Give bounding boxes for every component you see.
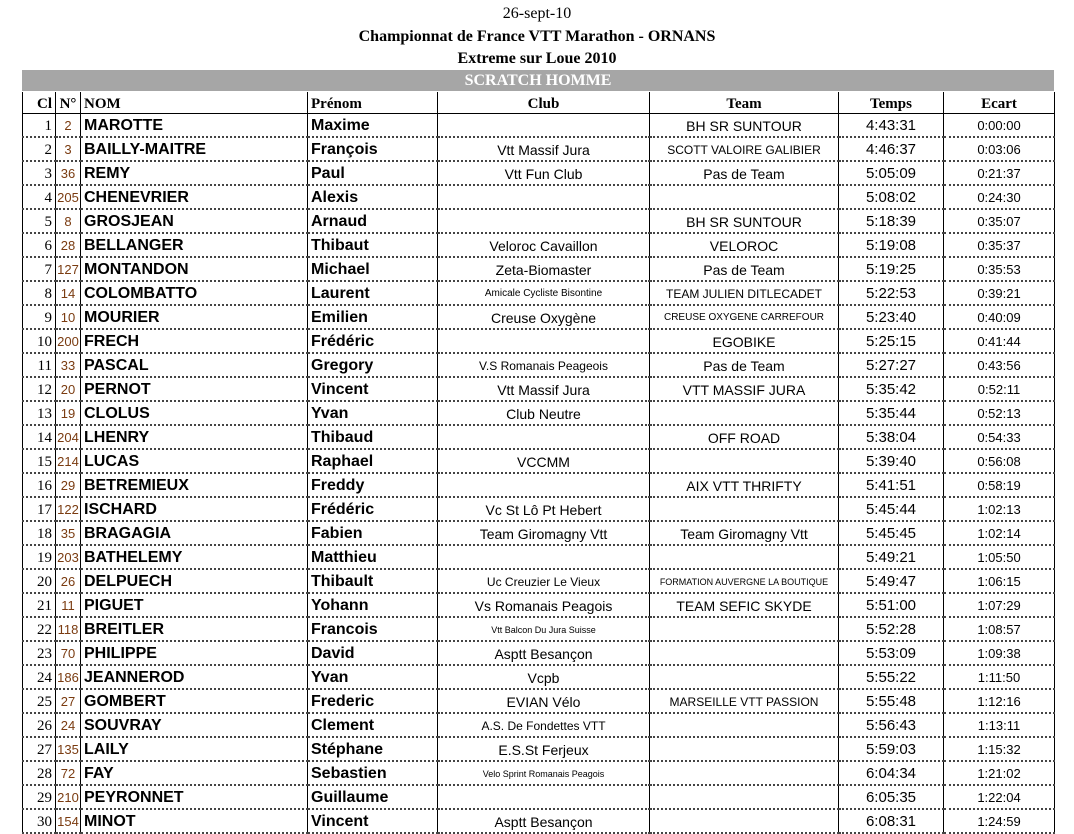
bib-cell: 29 [56,473,81,497]
lastname-cell: PEYRONNET [81,785,308,809]
table-row [23,617,1055,641]
table-row [23,114,1055,138]
bib-cell: 3 [56,137,81,161]
table-row [23,641,1055,665]
team-cell [650,809,839,833]
gap-cell: 1:09:38 [944,641,1055,665]
time-cell: 5:22:53 [839,281,944,305]
rank-cell: 26 [23,713,56,737]
team-cell [650,545,839,569]
firstname-cell: Michael [308,257,438,281]
gap-cell: 1:02:13 [944,497,1055,521]
lastname-cell: SOUVRAY [81,713,308,737]
bib-cell: 135 [56,737,81,761]
rank-cell: 4 [23,185,56,209]
team-cell: EGOBIKE [650,329,839,353]
bib-cell: 200 [56,329,81,353]
bib-cell: 19 [56,401,81,425]
lastname-cell: CLOLUS [81,401,308,425]
gap-cell: 1:07:29 [944,593,1055,617]
time-cell: 5:41:51 [839,473,944,497]
bib-cell: 204 [56,425,81,449]
time-cell: 5:55:48 [839,689,944,713]
firstname-cell: Sebastien [308,761,438,785]
lastname-cell: DELPUECH [81,569,308,593]
team-cell: Team Giromagny Vtt [650,521,839,545]
firstname-cell: David [308,641,438,665]
table-row [23,425,1055,449]
team-cell: Pas de Team [650,161,839,185]
table-row [23,353,1055,377]
result-date: 26-sept-10 [502,5,572,22]
time-cell: 5:39:40 [839,449,944,473]
bib-cell: 205 [56,185,81,209]
firstname-cell: Stéphane [308,737,438,761]
firstname-cell: Raphael [308,449,438,473]
team-cell: VTT MASSIF JURA [650,377,839,401]
time-cell: 6:04:34 [839,761,944,785]
table-row [23,449,1055,473]
rank-cell: 29 [23,785,56,809]
table-row [23,401,1055,425]
rank-cell: 19 [23,545,56,569]
column-header-rank: Cl [23,92,56,114]
firstname-cell: Matthieu [308,545,438,569]
gap-cell: 1:05:50 [944,545,1055,569]
time-cell: 5:51:00 [839,593,944,617]
firstname-cell: Arnaud [308,209,438,233]
rank-cell: 3 [23,161,56,185]
gap-cell: 0:41:44 [944,329,1055,353]
time-cell: 5:35:42 [839,377,944,401]
time-cell: 5:08:02 [839,185,944,209]
time-cell: 5:25:15 [839,329,944,353]
rank-cell: 27 [23,737,56,761]
team-cell [650,785,839,809]
rank-cell: 15 [23,449,56,473]
team-cell [650,761,839,785]
club-cell: Creuse Oxygène [438,305,650,329]
table-row [23,137,1055,161]
team-cell: CREUSE OXYGENE CARREFOUR [650,305,839,329]
rank-cell: 6 [23,233,56,257]
rank-cell: 1 [23,114,56,138]
gap-cell: 0:56:08 [944,449,1055,473]
table-row [23,329,1055,353]
rank-cell: 7 [23,257,56,281]
table-row [23,377,1055,401]
team-cell [650,449,839,473]
gap-cell: 1:15:32 [944,737,1055,761]
rank-cell: 28 [23,761,56,785]
gap-cell: 0:43:56 [944,353,1055,377]
gap-cell: 0:54:33 [944,425,1055,449]
table-row [23,281,1055,305]
bib-cell: 35 [56,521,81,545]
table-row [23,545,1055,569]
gap-cell: 1:02:14 [944,521,1055,545]
team-cell: BH SR SUNTOUR [650,209,839,233]
rank-cell: 2 [23,137,56,161]
column-header-gap: Ecart [944,92,1055,114]
club-cell [438,425,650,449]
bib-cell: 70 [56,641,81,665]
firstname-cell: Freddy [308,473,438,497]
lastname-cell: BAILLY-MAITRE [81,137,308,161]
time-cell: 5:18:39 [839,209,944,233]
rank-cell: 22 [23,617,56,641]
lastname-cell: MONTANDON [81,257,308,281]
team-cell: AIX VTT THRIFTY [650,473,839,497]
time-cell: 5:23:40 [839,305,944,329]
time-cell: 5:49:47 [839,569,944,593]
lastname-cell: PASCAL [81,353,308,377]
firstname-cell: Vincent [308,377,438,401]
club-cell: Velo Sprint Romanais Peagois [438,761,650,785]
firstname-cell: Alexis [308,185,438,209]
club-cell: Vcpb [438,665,650,689]
table-row [23,497,1055,521]
team-cell: TEAM SEFIC SKYDE [650,593,839,617]
column-header-bib: N° [56,92,81,114]
gap-cell: 0:03:06 [944,137,1055,161]
gap-cell: 1:06:15 [944,569,1055,593]
lastname-cell: BELLANGER [81,233,308,257]
table-row [23,305,1055,329]
team-cell: SCOTT VALOIRE GALIBIER [650,137,839,161]
club-cell [438,785,650,809]
column-header-club: Club [438,92,650,114]
gap-cell: 1:08:57 [944,617,1055,641]
gap-cell: 0:35:07 [944,209,1055,233]
club-cell: Vtt Massif Jura [438,377,650,401]
time-cell: 4:43:31 [839,114,944,138]
table-row [23,761,1055,785]
column-header-firstname: Prénom [308,92,438,114]
bib-cell: 8 [56,209,81,233]
table-row [23,233,1055,257]
club-cell: Vtt Balcon Du Jura Suisse [438,617,650,641]
lastname-cell: BETREMIEUX [81,473,308,497]
club-cell: Vtt Fun Club [438,161,650,185]
lastname-cell: BREITLER [81,617,308,641]
rank-cell: 23 [23,641,56,665]
table-row [23,521,1055,545]
team-cell [650,641,839,665]
bib-cell: 127 [56,257,81,281]
lastname-cell: COLOMBATTO [81,281,308,305]
firstname-cell: Frédéric [308,329,438,353]
lastname-cell: LUCAS [81,449,308,473]
lastname-cell: LAILY [81,737,308,761]
bib-cell: 11 [56,593,81,617]
bib-cell: 20 [56,377,81,401]
bib-cell: 10 [56,305,81,329]
firstname-cell: Frederic [308,689,438,713]
gap-cell: 0:00:00 [944,114,1055,138]
club-cell: Team Giromagny Vtt [438,521,650,545]
lastname-cell: ISCHARD [81,497,308,521]
rank-cell: 25 [23,689,56,713]
bib-cell: 118 [56,617,81,641]
column-header-team: Team [650,92,839,114]
team-cell: Pas de Team [650,257,839,281]
time-cell: 5:45:44 [839,497,944,521]
firstname-cell: Guillaume [308,785,438,809]
club-cell [438,209,650,233]
table-row [23,785,1055,809]
gap-cell: 1:22:04 [944,785,1055,809]
team-cell: TEAM JULIEN DITLECADET [650,281,839,305]
lastname-cell: MOURIER [81,305,308,329]
lastname-cell: BRAGAGIA [81,521,308,545]
lastname-cell: REMY [81,161,308,185]
club-cell: Vs Romanais Peagois [438,593,650,617]
rank-cell: 24 [23,665,56,689]
table-row [23,713,1055,737]
gap-cell: 0:52:13 [944,401,1055,425]
time-cell: 4:46:37 [839,137,944,161]
lastname-cell: PIGUET [81,593,308,617]
table-row [23,569,1055,593]
lastname-cell: PHILIPPE [81,641,308,665]
bib-cell: 210 [56,785,81,809]
club-cell: E.S.St Ferjeux [438,737,650,761]
team-cell: Pas de Team [650,353,839,377]
club-cell: A.S. De Fondettes VTT [438,713,650,737]
firstname-cell: Gregory [308,353,438,377]
lastname-cell: PERNOT [81,377,308,401]
rank-cell: 14 [23,425,56,449]
club-cell: VCCMM [438,449,650,473]
lastname-cell: GOMBERT [81,689,308,713]
bib-cell: 36 [56,161,81,185]
firstname-cell: Vincent [308,809,438,833]
table-row [23,209,1055,233]
table-row [23,737,1055,761]
lastname-cell: FAY [81,761,308,785]
bib-cell: 33 [56,353,81,377]
rank-cell: 13 [23,401,56,425]
gap-cell: 0:40:09 [944,305,1055,329]
time-cell: 5:45:45 [839,521,944,545]
rank-cell: 12 [23,377,56,401]
team-cell: FORMATION AUVERGNE LA BOUTIQUE [650,569,839,593]
team-cell [650,617,839,641]
firstname-cell: Fabien [308,521,438,545]
rank-cell: 20 [23,569,56,593]
club-cell: Asptt Besançon [438,641,650,665]
time-cell: 5:38:04 [839,425,944,449]
firstname-cell: Francois [308,617,438,641]
club-cell [438,329,650,353]
firstname-cell: Yohann [308,593,438,617]
lastname-cell: FRECH [81,329,308,353]
time-cell: 5:56:43 [839,713,944,737]
firstname-cell: Emilien [308,305,438,329]
lastname-cell: LHENRY [81,425,308,449]
club-cell: Veloroc Cavaillon [438,233,650,257]
rank-cell: 17 [23,497,56,521]
firstname-cell: Paul [308,161,438,185]
gap-cell: 0:52:11 [944,377,1055,401]
time-cell: 6:05:35 [839,785,944,809]
lastname-cell: GROSJEAN [81,209,308,233]
time-cell: 6:08:31 [839,809,944,833]
gap-cell: 0:35:37 [944,233,1055,257]
time-cell: 5:52:28 [839,617,944,641]
firstname-cell: Thibaud [308,425,438,449]
time-cell: 5:19:25 [839,257,944,281]
column-header-lastname: NOM [81,92,308,114]
lastname-cell: JEANNEROD [81,665,308,689]
club-cell: V.S Romanais Peageois [438,353,650,377]
firstname-cell: Thibault [308,569,438,593]
firstname-cell: Yvan [308,401,438,425]
rank-cell: 5 [23,209,56,233]
firstname-cell: Thibaut [308,233,438,257]
firstname-cell: Clement [308,713,438,737]
bib-cell: 24 [56,713,81,737]
bib-cell: 154 [56,809,81,833]
rank-cell: 30 [23,809,56,833]
gap-cell: 0:24:30 [944,185,1055,209]
rank-cell: 21 [23,593,56,617]
time-cell: 5:27:27 [839,353,944,377]
time-cell: 5:55:22 [839,665,944,689]
table-row [23,689,1055,713]
rank-cell: 10 [23,329,56,353]
results-table [22,92,1055,834]
rank-cell: 8 [23,281,56,305]
firstname-cell: François [308,137,438,161]
gap-cell: 0:39:21 [944,281,1055,305]
club-cell: Uc Creuzier Le Vieux [438,569,650,593]
club-cell [438,545,650,569]
table-row [23,809,1055,833]
team-cell [650,497,839,521]
team-cell: MARSEILLE VTT PASSION [650,689,839,713]
team-cell: OFF ROAD [650,425,839,449]
club-cell: Vc St Lô Pt Hebert [438,497,650,521]
table-row [23,473,1055,497]
table-row [23,665,1055,689]
club-cell [438,114,650,138]
lastname-cell: MAROTTE [81,114,308,138]
bib-cell: 27 [56,689,81,713]
bib-cell: 203 [56,545,81,569]
table-row [23,185,1055,209]
bib-cell: 214 [56,449,81,473]
bib-cell: 122 [56,497,81,521]
bib-cell: 2 [56,114,81,138]
gap-cell: 1:24:59 [944,809,1055,833]
time-cell: 5:05:09 [839,161,944,185]
firstname-cell: Yvan [308,665,438,689]
club-cell [438,185,650,209]
lastname-cell: CHENEVRIER [81,185,308,209]
team-cell [650,713,839,737]
lastname-cell: MINOT [81,809,308,833]
club-cell: Club Neutre [438,401,650,425]
team-cell: BH SR SUNTOUR [650,114,839,138]
category-banner: SCRATCH HOMME [22,70,1054,91]
table-row [23,593,1055,617]
time-cell: 5:49:21 [839,545,944,569]
bib-cell: 72 [56,761,81,785]
table-row [23,161,1055,185]
time-cell: 5:35:44 [839,401,944,425]
bib-cell: 14 [56,281,81,305]
rank-cell: 11 [23,353,56,377]
firstname-cell: Maxime [308,114,438,138]
club-cell: Asptt Besançon [438,809,650,833]
page-title: Championnat de France VTT Marathon - ORNANS [358,28,716,45]
gap-cell: 0:21:37 [944,161,1055,185]
gap-cell: 1:11:50 [944,665,1055,689]
bib-cell: 28 [56,233,81,257]
table-row [23,257,1055,281]
gap-cell: 1:13:11 [944,713,1055,737]
team-cell [650,185,839,209]
gap-cell: 1:12:16 [944,689,1055,713]
column-header-time: Temps [839,92,944,114]
time-cell: 5:59:03 [839,737,944,761]
club-cell: EVIAN Vélo [438,689,650,713]
team-cell: VELOROC [650,233,839,257]
club-cell: Vtt Massif Jura [438,137,650,161]
team-cell [650,665,839,689]
bib-cell: 26 [56,569,81,593]
gap-cell: 0:35:53 [944,257,1055,281]
team-cell [650,401,839,425]
gap-cell: 0:58:19 [944,473,1055,497]
table-header-row [23,92,1055,114]
team-cell [650,737,839,761]
bib-cell: 186 [56,665,81,689]
rank-cell: 16 [23,473,56,497]
firstname-cell: Frédéric [308,497,438,521]
lastname-cell: BATHELEMY [81,545,308,569]
firstname-cell: Laurent [308,281,438,305]
page-subtitle: Extreme sur Loue 2010 [457,50,617,67]
gap-cell: 1:21:02 [944,761,1055,785]
time-cell: 5:19:08 [839,233,944,257]
rank-cell: 9 [23,305,56,329]
club-cell: Amicale Cycliste Bisontine [438,281,650,305]
time-cell: 5:53:09 [839,641,944,665]
club-cell: Zeta-Biomaster [438,257,650,281]
rank-cell: 18 [23,521,56,545]
club-cell [438,473,650,497]
